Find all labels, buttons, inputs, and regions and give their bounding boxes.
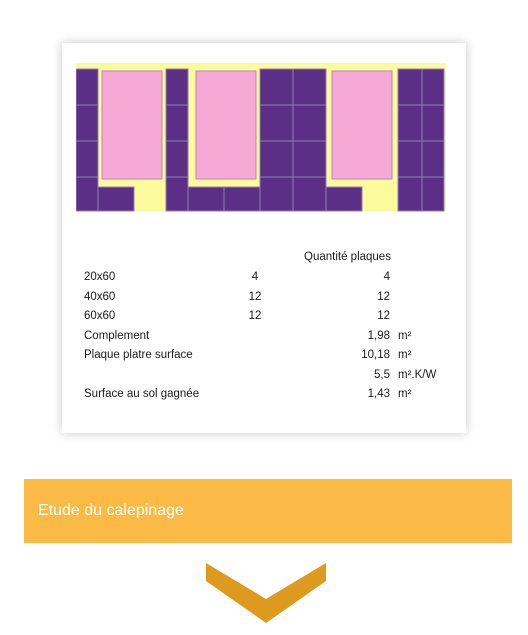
table-row — [76, 310, 454, 328]
tile — [326, 187, 362, 211]
tile — [188, 187, 224, 211]
table-row — [76, 271, 454, 289]
row-value: 12 — [377, 310, 390, 322]
table-row — [76, 291, 454, 309]
tile — [98, 187, 134, 211]
calepinage-plan — [76, 63, 446, 213]
row-value: 1,43 — [367, 388, 390, 400]
tile — [260, 105, 293, 141]
plaster-panel — [102, 71, 162, 179]
tile — [293, 69, 326, 105]
tile — [166, 105, 188, 141]
row-count: 12 — [248, 290, 262, 303]
tile — [422, 141, 444, 177]
row-value: 10,18 — [361, 349, 390, 361]
row-value: 12 — [377, 290, 390, 303]
plaster-panel — [196, 71, 256, 179]
tile — [293, 177, 326, 211]
row-label: Plaque platre surface — [84, 349, 193, 361]
tile — [398, 105, 422, 141]
row-value: 4 — [383, 271, 390, 283]
row-label: 40x60 — [84, 290, 116, 303]
calepinage-card — [62, 43, 466, 433]
row-count: 4 — [251, 271, 259, 283]
tile — [422, 105, 444, 141]
tile — [398, 69, 422, 105]
plaster-panel — [332, 71, 392, 179]
row-unit: m² — [398, 329, 412, 342]
table-row — [76, 330, 454, 348]
table-row — [76, 349, 454, 367]
tile — [260, 141, 293, 177]
tile — [293, 141, 326, 177]
tile — [398, 141, 422, 177]
tile — [166, 177, 188, 211]
row-unit: m².K/W — [398, 368, 437, 381]
chevron-down-icon[interactable] — [206, 563, 326, 625]
tile — [422, 177, 444, 211]
tile — [76, 177, 98, 211]
tile — [260, 177, 293, 211]
tile — [76, 141, 98, 177]
row-label: Surface au sol gagnée — [84, 388, 200, 400]
row-value: 1,98 — [367, 329, 390, 342]
tile — [260, 69, 293, 105]
tile — [166, 141, 188, 177]
table-row — [76, 369, 454, 387]
tile — [398, 177, 422, 211]
row-label: Complement — [84, 329, 150, 342]
row-value: 5,5 — [374, 368, 390, 381]
tile — [224, 187, 260, 211]
tile — [76, 105, 98, 141]
tile — [166, 69, 188, 105]
table-row — [76, 388, 454, 406]
tile — [422, 69, 444, 105]
tile — [293, 105, 326, 141]
row-count: 12 — [248, 310, 262, 322]
quantity-header: Quantité plaques — [304, 251, 391, 263]
tile — [76, 69, 98, 105]
banner-label: Etude du calepinage — [38, 502, 184, 519]
row-label: 60x60 — [84, 310, 116, 322]
row-label: 20x60 — [84, 271, 116, 283]
calepinage-banner[interactable] — [24, 479, 512, 543]
row-unit: m² — [398, 388, 412, 400]
row-unit: m² — [398, 349, 412, 361]
